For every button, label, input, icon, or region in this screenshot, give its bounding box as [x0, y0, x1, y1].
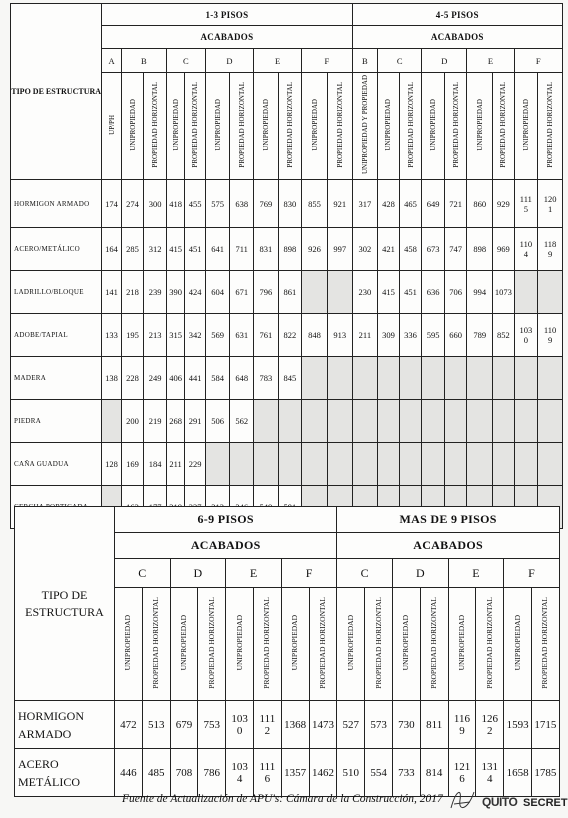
- column-header: PROPIEDAD HORIZONTAL: [278, 73, 302, 180]
- value-cell: 929: [493, 180, 515, 228]
- column-header: PROPIEDAD HORIZONTAL: [444, 73, 467, 180]
- value-cell: 604: [205, 271, 230, 314]
- secretaria-logo: SECRET: [523, 797, 568, 809]
- value-cell: [327, 443, 352, 486]
- value-cell: 660: [444, 314, 467, 357]
- value-cell: 300: [144, 180, 167, 228]
- value-cell: [302, 271, 328, 314]
- column-header: UNIPROPIEDAD: [115, 588, 143, 701]
- value-cell: 845: [278, 357, 302, 400]
- column-header: PROPIEDAD HORIZONTAL: [142, 588, 170, 701]
- tipo-header: TIPO DE ESTRUCTURA: [11, 4, 102, 180]
- value-cell: 120 1: [538, 180, 563, 228]
- table-row: [11, 271, 563, 314]
- value-cell: 309: [378, 314, 400, 357]
- value-cell: 465: [399, 180, 422, 228]
- value-cell: [514, 357, 538, 400]
- value-cell: 679: [170, 701, 198, 749]
- value-cell: 921: [327, 180, 352, 228]
- value-cell: [399, 400, 422, 443]
- finish-letter: F: [281, 559, 337, 588]
- value-cell: [422, 357, 445, 400]
- value-cell: [514, 443, 538, 486]
- value-cell: 312: [144, 228, 167, 271]
- value-cell: [422, 400, 445, 443]
- value-cell: 1073: [493, 271, 515, 314]
- cost-table-6-plus-floors: [14, 506, 560, 797]
- value-cell: 200: [121, 400, 144, 443]
- table-row: [11, 443, 563, 486]
- value-cell: 898: [467, 228, 493, 271]
- value-cell: 274: [121, 180, 144, 228]
- value-cell: 721: [444, 180, 467, 228]
- column-header: PROPIEDAD HORIZONTAL: [493, 73, 515, 180]
- cost-table-1-5-floors: [10, 3, 563, 529]
- value-cell: 761: [254, 314, 279, 357]
- value-cell: [514, 400, 538, 443]
- row-label: PIEDRA: [11, 400, 102, 443]
- value-cell: 1368: [281, 701, 309, 749]
- value-cell: 595: [422, 314, 445, 357]
- value-cell: 249: [144, 357, 167, 400]
- value-cell: 814: [420, 749, 448, 797]
- finish-letter: D: [392, 559, 448, 588]
- column-header: UNIPROPIEDAD: [514, 73, 538, 180]
- column-header: UNIPROPIEDAD: [254, 73, 279, 180]
- table-row: [11, 357, 563, 400]
- value-cell: 141: [102, 271, 121, 314]
- value-cell: 218: [121, 271, 144, 314]
- value-cell: 852: [493, 314, 515, 357]
- value-cell: 527: [337, 701, 365, 749]
- value-cell: 451: [185, 228, 206, 271]
- value-cell: 730: [392, 701, 420, 749]
- row-label: ACERO/METÁLICO: [11, 228, 102, 271]
- value-cell: 228: [121, 357, 144, 400]
- group-header-1-3: 1-3 PISOS: [102, 4, 352, 26]
- row-label: ADOBE/TAPIAL: [11, 314, 102, 357]
- column-header: UNIPROPIEDAD: [504, 588, 532, 701]
- value-cell: [399, 443, 422, 486]
- value-cell: [302, 400, 328, 443]
- value-cell: 239: [144, 271, 167, 314]
- row-label: HORMIGON ARMADO: [15, 701, 115, 749]
- value-cell: 285: [121, 228, 144, 271]
- value-cell: [493, 357, 515, 400]
- value-cell: 573: [365, 701, 393, 749]
- column-header: UNIPROPIEDAD: [281, 588, 309, 701]
- value-cell: [378, 357, 400, 400]
- value-cell: [378, 443, 400, 486]
- value-cell: 830: [278, 180, 302, 228]
- value-cell: 1593: [504, 701, 532, 749]
- value-cell: 169: [121, 443, 144, 486]
- value-cell: [444, 443, 467, 486]
- value-cell: 855: [302, 180, 328, 228]
- column-header: UP/PH: [102, 73, 121, 180]
- value-cell: 554: [365, 749, 393, 797]
- finish-letter: D: [422, 49, 467, 73]
- value-cell: [467, 443, 493, 486]
- value-cell: [327, 271, 352, 314]
- column-header: UNIPROPIEDAD: [378, 73, 400, 180]
- value-cell: 126 2: [476, 701, 504, 749]
- column-header: PROPIEDAD HORIZONTAL: [198, 588, 226, 701]
- value-cell: 424: [185, 271, 206, 314]
- value-cell: 110 4: [514, 228, 538, 271]
- column-header: UNIPROPIEDAD: [166, 73, 184, 180]
- value-cell: 706: [444, 271, 467, 314]
- value-cell: 428: [378, 180, 400, 228]
- table-row: [11, 314, 563, 357]
- group-header-mas-9: MAS DE 9 PISOS: [337, 507, 559, 533]
- value-cell: [278, 443, 302, 486]
- finish-letter: C: [166, 49, 205, 73]
- value-cell: [230, 443, 254, 486]
- finish-letter: C: [337, 559, 393, 588]
- value-cell: [302, 357, 328, 400]
- value-cell: [102, 400, 121, 443]
- column-header: PROPIEDAD HORIZONTAL: [399, 73, 422, 180]
- value-cell: 510: [337, 749, 365, 797]
- value-cell: [538, 271, 563, 314]
- value-cell: 1462: [309, 749, 337, 797]
- value-cell: 116 9: [448, 701, 476, 749]
- value-cell: [205, 443, 230, 486]
- finish-letter: E: [448, 559, 504, 588]
- value-cell: 291: [185, 400, 206, 443]
- value-cell: [278, 400, 302, 443]
- value-cell: 708: [170, 749, 198, 797]
- value-cell: 317: [352, 180, 378, 228]
- value-cell: [399, 357, 422, 400]
- value-cell: 636: [422, 271, 445, 314]
- value-cell: 406: [166, 357, 184, 400]
- value-cell: 747: [444, 228, 467, 271]
- value-cell: 455: [185, 180, 206, 228]
- finish-letter: E: [254, 49, 302, 73]
- value-cell: 1473: [309, 701, 337, 749]
- column-header: PROPIEDAD HORIZONTAL: [253, 588, 281, 701]
- column-header: UNIPROPIEDAD: [422, 73, 445, 180]
- table-row: [11, 180, 563, 228]
- value-cell: 111 2: [253, 701, 281, 749]
- value-cell: 111 5: [514, 180, 538, 228]
- finish-letter: C: [378, 49, 422, 73]
- value-cell: [352, 443, 378, 486]
- value-cell: [327, 357, 352, 400]
- value-cell: 648: [230, 357, 254, 400]
- value-cell: 118 9: [538, 228, 563, 271]
- value-cell: [444, 400, 467, 443]
- value-cell: 789: [467, 314, 493, 357]
- value-cell: 485: [142, 749, 170, 797]
- finish-letter: F: [302, 49, 352, 73]
- value-cell: [467, 400, 493, 443]
- value-cell: 268: [166, 400, 184, 443]
- value-cell: 822: [278, 314, 302, 357]
- acabados-header: ACABADOS: [115, 533, 337, 559]
- value-cell: [538, 357, 563, 400]
- value-cell: [352, 400, 378, 443]
- value-cell: 641: [205, 228, 230, 271]
- value-cell: [302, 443, 328, 486]
- column-header: UNIPROPIEDAD: [302, 73, 328, 180]
- value-cell: 219: [144, 400, 167, 443]
- column-header: UNIPROPIEDAD: [170, 588, 198, 701]
- row-label: HORMIGON ARMADO: [11, 180, 102, 228]
- column-header: PROPIEDAD HORIZONTAL: [538, 73, 563, 180]
- group-header-4-5: 4-5 PISOS: [352, 4, 562, 26]
- value-cell: [254, 443, 279, 486]
- finish-letter: E: [467, 49, 514, 73]
- value-cell: 575: [205, 180, 230, 228]
- column-header: UNIPROPIEDAD: [205, 73, 230, 180]
- acabados-header: ACABADOS: [337, 533, 559, 559]
- value-cell: 103 0: [514, 314, 538, 357]
- value-cell: [467, 357, 493, 400]
- value-cell: 860: [467, 180, 493, 228]
- value-cell: 128: [102, 443, 121, 486]
- value-cell: [444, 357, 467, 400]
- value-cell: 315: [166, 314, 184, 357]
- finish-letter: E: [226, 559, 282, 588]
- column-header: UNIPROPIEDAD: [121, 73, 144, 180]
- value-cell: 786: [198, 749, 226, 797]
- acabados-header: ACABADOS: [352, 26, 562, 49]
- source-caption: Fuente de Actualización de APU's: Cámara de la Construcción, 2017: [122, 793, 443, 805]
- column-header: PROPIEDAD HORIZONTAL: [420, 588, 448, 701]
- column-header: UNIPROPIEDAD: [467, 73, 493, 180]
- value-cell: 711: [230, 228, 254, 271]
- row-label: MADERA: [11, 357, 102, 400]
- value-cell: 861: [278, 271, 302, 314]
- column-header: PROPIEDAD HORIZONTAL: [476, 588, 504, 701]
- value-cell: 458: [399, 228, 422, 271]
- value-cell: 796: [254, 271, 279, 314]
- column-header: UNIPROPIEDAD: [337, 588, 365, 701]
- column-header: PROPIEDAD HORIZONTAL: [531, 588, 559, 701]
- finish-letter: D: [205, 49, 253, 73]
- value-cell: 110 9: [538, 314, 563, 357]
- row-label: CAÑA GUADUA: [11, 443, 102, 486]
- finish-letter: B: [352, 49, 378, 73]
- value-cell: 811: [420, 701, 448, 749]
- value-cell: 673: [422, 228, 445, 271]
- value-cell: 138: [102, 357, 121, 400]
- finish-letter: F: [504, 559, 560, 588]
- value-cell: 753: [198, 701, 226, 749]
- signature-scribble: [448, 786, 478, 812]
- column-header: PROPIEDAD HORIZONTAL: [144, 73, 167, 180]
- value-cell: 631: [230, 314, 254, 357]
- value-cell: 195: [121, 314, 144, 357]
- value-cell: [538, 400, 563, 443]
- value-cell: 1658: [504, 749, 532, 797]
- value-cell: [493, 400, 515, 443]
- value-cell: [514, 271, 538, 314]
- column-header: UNIPROPIEDAD: [392, 588, 420, 701]
- value-cell: [422, 443, 445, 486]
- value-cell: 1785: [531, 749, 559, 797]
- column-header: PROPIEDAD HORIZONTAL: [309, 588, 337, 701]
- value-cell: 926: [302, 228, 328, 271]
- value-cell: 415: [378, 271, 400, 314]
- value-cell: 562: [230, 400, 254, 443]
- row-label: LADRILLO/BLOQUE: [11, 271, 102, 314]
- value-cell: 733: [392, 749, 420, 797]
- value-cell: 302: [352, 228, 378, 271]
- value-cell: 211: [166, 443, 184, 486]
- value-cell: 1715: [531, 701, 559, 749]
- value-cell: 164: [102, 228, 121, 271]
- value-cell: 230: [352, 271, 378, 314]
- value-cell: 1357: [281, 749, 309, 797]
- row-label: ACERO METÁLICO: [15, 749, 115, 797]
- value-cell: 831: [254, 228, 279, 271]
- column-header: PROPIEDAD HORIZONTAL: [365, 588, 393, 701]
- column-header: PROPIEDAD HORIZONTAL: [327, 73, 352, 180]
- acabados-header: ACABADOS: [102, 26, 352, 49]
- value-cell: 103 0: [226, 701, 254, 749]
- quito-logo: QUITO: [482, 795, 518, 809]
- value-cell: [493, 443, 515, 486]
- value-cell: 584: [205, 357, 230, 400]
- value-cell: 342: [185, 314, 206, 357]
- value-cell: 133: [102, 314, 121, 357]
- value-cell: 415: [166, 228, 184, 271]
- table-row: [11, 400, 563, 443]
- value-cell: 898: [278, 228, 302, 271]
- value-cell: 111 6: [253, 749, 281, 797]
- value-cell: 446: [115, 749, 143, 797]
- value-cell: 174: [102, 180, 121, 228]
- value-cell: 969: [493, 228, 515, 271]
- value-cell: 913: [327, 314, 352, 357]
- finish-letter: B: [121, 49, 166, 73]
- column-header: UNIPROPIEDAD Y PROPIEDAD: [352, 73, 378, 180]
- value-cell: [352, 357, 378, 400]
- value-cell: 421: [378, 228, 400, 271]
- value-cell: 506: [205, 400, 230, 443]
- value-cell: 184: [144, 443, 167, 486]
- value-cell: 211: [352, 314, 378, 357]
- value-cell: 390: [166, 271, 184, 314]
- value-cell: 769: [254, 180, 279, 228]
- value-cell: 671: [230, 271, 254, 314]
- value-cell: 213: [144, 314, 167, 357]
- column-header: UNIPROPIEDAD: [226, 588, 254, 701]
- value-cell: 441: [185, 357, 206, 400]
- value-cell: 649: [422, 180, 445, 228]
- value-cell: [378, 400, 400, 443]
- table-row: [11, 228, 563, 271]
- finish-letter: A: [102, 49, 121, 73]
- value-cell: 513: [142, 701, 170, 749]
- value-cell: 638: [230, 180, 254, 228]
- value-cell: 103 4: [226, 749, 254, 797]
- finish-letter: F: [514, 49, 562, 73]
- table-row: [15, 701, 560, 749]
- value-cell: [254, 400, 279, 443]
- group-header-6-9: 6-9 PISOS: [115, 507, 337, 533]
- finish-letter: C: [115, 559, 171, 588]
- value-cell: 783: [254, 357, 279, 400]
- value-cell: 997: [327, 228, 352, 271]
- value-cell: 848: [302, 314, 328, 357]
- column-header: UNIPROPIEDAD: [448, 588, 476, 701]
- value-cell: [538, 443, 563, 486]
- value-cell: 994: [467, 271, 493, 314]
- value-cell: 451: [399, 271, 422, 314]
- value-cell: 472: [115, 701, 143, 749]
- finish-letter: D: [170, 559, 226, 588]
- column-header: PROPIEDAD HORIZONTAL: [230, 73, 254, 180]
- value-cell: 121 6: [448, 749, 476, 797]
- value-cell: 569: [205, 314, 230, 357]
- value-cell: [327, 400, 352, 443]
- value-cell: 418: [166, 180, 184, 228]
- tipo-header: TIPO DE ESTRUCTURA: [15, 507, 115, 701]
- value-cell: 229: [185, 443, 206, 486]
- value-cell: 131 4: [476, 749, 504, 797]
- value-cell: 336: [399, 314, 422, 357]
- column-header: PROPIEDAD HORIZONTAL: [185, 73, 206, 180]
